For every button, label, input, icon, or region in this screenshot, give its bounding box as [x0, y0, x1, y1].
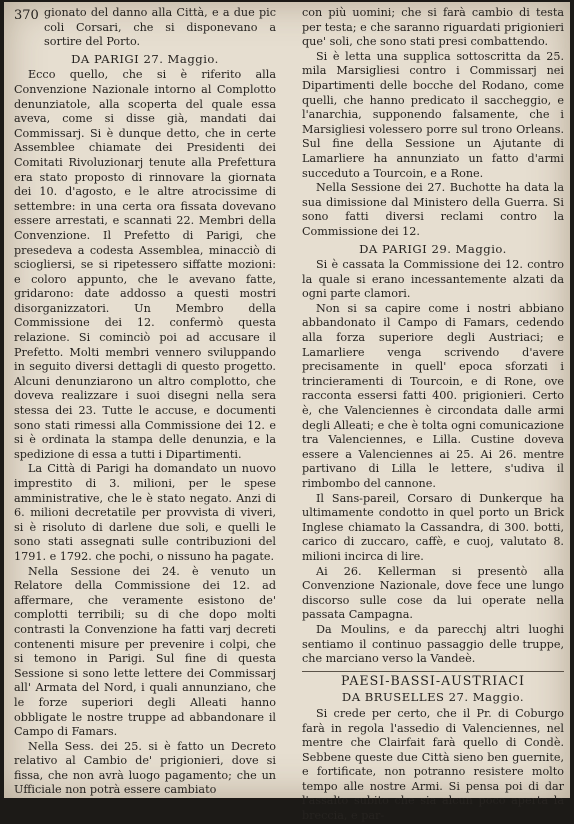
right-opening-text: con più uomini; che si farà cambio di testa per testa; e che saranno riguardati prigionieri que' soli, che sono stati presi combattendo. — [302, 6, 564, 49]
right-paragraph-4: Non si sa capire come i nostri abbiano abbandonato il Campo di Famars, cedendo alla forza superiore degli Austriaci; e Lamarliere venga scrivendo d'avere precisamente in quell' epoca sforzati i trincieramenti di Tourcoin, e di Rone, ove racconta essersi fatti 400. prigionieri. Certo è, che Valenciennes è circondata dalle armi degli Alleati; e che è tolta ogni comunicazione tra Valenciennes, e Lilla. Custine doveva essere a Valenciennes ai 25. Ai 26. mentre partivano di Lilla le lettere, s'udiva il rimbombo del cannone. — [302, 301, 564, 490]
dateline-parigi-29: DA PARIGI 29. Maggio. — [359, 241, 507, 256]
left-column — [14, 6, 276, 798]
newspaper-page — [4, 2, 570, 823]
left-paragraph-4: Nella Sess. dei 25. si è fatto un Decreto relativo al Cambio de' prigionieri, dove si fissa, che non avrà luogo pagamento; che un Ufficiale non potrà essere cambiato — [14, 739, 276, 797]
right-paragraph-5: Il Sans-pareil, Corsaro di Dunkerque ha ultimamente condotto in quel porto un Brick Inglese chiamato la Cassandra, di 300. botti, carico di zuccaro, caffè, e cuoj, valutato 8. milioni incirca di lire. — [302, 491, 564, 563]
left-paragraph-3: Nella Sessione dei 24. è venuto un Relatore della Commissione dei 12. ad affermare, che veramente esistono de' complotti terribili; su di che dopo molti contrasti la Convenzione ha fatti varj decreti contenenti misure per prevenire i colpi, che si temono in Parigi. Sul fine di questa Sessione si sono lette lettere dei Commissarj all' Armata del Nord, i quali annunziano, che le forze superiori degli Alleati hanno obbligate le nostre truppe ad abbandonare il Campo di Famars. — [14, 564, 276, 739]
right-column — [302, 6, 564, 824]
right-paragraph-3: Si è cassata la Commissione dei 12. contro la quale si erano incessantemente alzati da ogni parte clamori. — [302, 258, 564, 301]
left-paragraph-1: Ecco quello, che si è riferito alla Convenzione Nazionale intorno al Complotto denunziatole, alla scoperta del quale essa aveva, come si disse già, mandati dai Commissarj. Si è dunque detto, che in certe Assemblee chiamate dei Presidenti dei Comitati Rivoluzionarj tenute alla Prefettura era stato proposto di rinnovare la giornata dei 10. d'agosto, e le altre atrocissime di settembre: in una certa ora fissata dovevano essere arrestati, e scannati 22. Membri della Convenzione. Il Prefetto di Parigi, che presedeva a codesta Assemblea, minacciò di sciogliersi, se si ripetessero siffatte mozioni: e coloro appunto, che le avevano fatte, gridarono: date addosso a questi mostri disorganizzatori. Un Membro della Commissione dei 12. confermò questa relazione. Si cominciò poi ad accusare il Prefetto. Molti membri vennero sviluppando in seguito diversi dettagli di questo progetto. Alcuni denunziarono un altro complotto, che doveva realizzare i suoi disegni nella sera stessa dei 23. Tutte le accuse, e documenti sono stati rimessi alla Commissione dei 12. e si è ordinata la stampa delle denunzia, e la spedizione di essa a tutti i Dipartimenti. — [14, 68, 276, 461]
page-number: 370 — [14, 8, 39, 23]
right-paragraph-6: Ai 26. Kellerman si presentò alla Convenzione Nazionale, dove fece une lungo discorso sulle cose da lui operate nella passata Campagna. — [302, 564, 564, 622]
dateline-parigi-27: DA PARIGI 27. Maggio. — [71, 51, 219, 66]
left-opening-text: gionato del danno alla Città, e a due pic coli Corsari, che si disponevano a sortire del Porto. — [44, 6, 276, 49]
right-paragraph-7: Da Moulins, e da parecchj altri luoghi sentiamo il continuo passaggio delle truppe, che marciano verso la Vandeè. — [302, 622, 564, 666]
dateline-bruselles-27: DA BRUSELLES 27. Maggio. — [341, 690, 525, 705]
left-paragraph-2: La Città di Parigi ha domandato un nuovo imprestito di 3. milioni, per le spese amministrative, che le è stato negato. Anzi di 6. milioni decretatile per provvista di viveri, si è risoluto di darlene due soli, e quelli le sono stati assegnati sulle contribuzioni del 1791. e 1792. che pochi, o nissuno ha pagate. — [14, 462, 276, 563]
right-paragraph-2: Nella Sessione dei 27. Buchotte ha data la sua dimissione dal Ministero della Guerra. Si sono fatti diversi reclami contro la Commissione dei 12. — [302, 181, 564, 238]
right-paragraph-8: Si crede per certo, che il Pr. di Coburgo farà in regola l'assedio di Valenciennes, nel mentre che Clairfait farà quello di Condè. Sebbene queste due Città sieno ben guernite, e fortificate, non potranno resistere molto tempo alle nostre Armi. Si pensa poi di dar l'assalto subito che sia alcun poco aperta la breccia, e par- — [302, 706, 564, 823]
right-paragraph-1: Si è letta una supplica sottoscritta da 25. mila Marsigliesi contro i Commissarj nei Dipartimenti delle bocche del Rodano, come quelli, che hanno predicato il saccheggio, e l'anarchia, supponendo falsamente, che i Marsigliesi volessero porre sul trono Orleans. Sul fine della Sessione un Ajutante di Lamarliere ha annunziato un fatto d'armi succeduto a Tourcoin, e a Rone. — [302, 49, 564, 180]
section-title: PAESI-BASSI-AUSTRIACI — [302, 671, 564, 689]
